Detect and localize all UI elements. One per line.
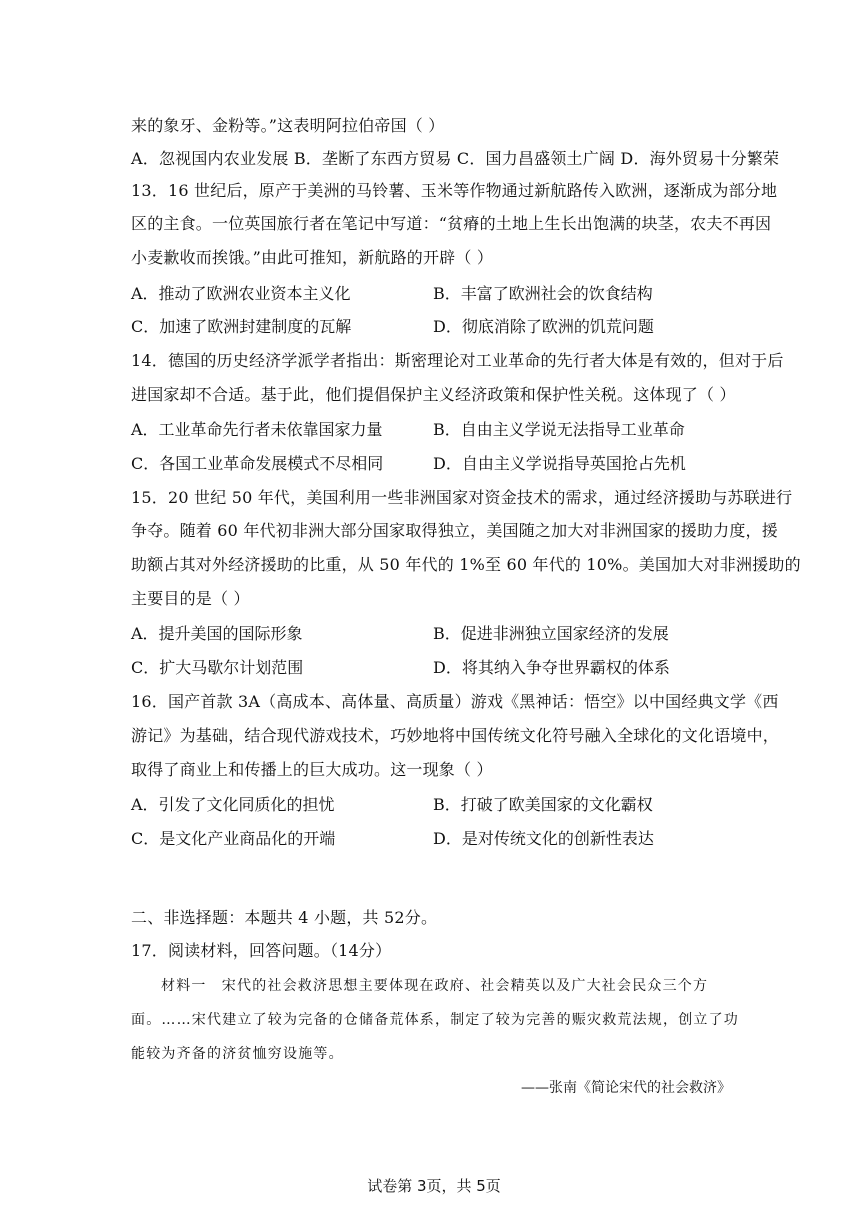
page-footer: 试卷第 3页，共 5页 xyxy=(367,1177,501,1195)
q16-option-d: D．是对传统文化的创新性表达 xyxy=(433,829,654,848)
q16-option-c: C．是文化产业商品化的开端 xyxy=(131,829,336,848)
q14-option-d: D．自由主义学说指导英国抢占先机 xyxy=(433,454,686,473)
q13-option-b: B．丰富了欧洲社会的饮食结构 xyxy=(433,284,653,303)
q15-stem-line3: 助额占其对外经济援助的比重，从 50 年代的 1%至 60 年代的 10%。美国加大对非洲援助的 xyxy=(131,555,801,574)
q12-stem-end: 来的象牙、金粉等。”这表明阿拉伯帝国（ ） xyxy=(131,116,445,135)
q15-stem-line4: 主要目的是（ ） xyxy=(131,589,250,608)
q14-stem-line2: 进国家却不合适。基于此，他们提倡保护主义经济政策和保护性关税。这体现了（ ） xyxy=(131,385,736,404)
q13-option-c: C．加速了欧洲封建制度的瓦解 xyxy=(131,317,352,336)
q14-stem-line1: 14．德国的历史经济学派学者指出：斯密理论对工业革命的先行者大体是有效的，但对于后 xyxy=(131,351,784,370)
q14-option-b: B．自由主义学说无法指导工业革命 xyxy=(433,420,685,439)
q13-stem-line3: 小麦歉收而挨饿。”由此可推知，新航路的开辟（ ） xyxy=(131,248,494,267)
q14-option-c: C．各国工业革命发展模式不尽相同 xyxy=(131,454,384,473)
q15-option-a: A．提升美国的国际形象 xyxy=(131,624,303,643)
material-1-line3: 能较为齐备的济贫恤穷设施等。 xyxy=(131,1046,344,1062)
q16-option-b: B．打破了欧美国家的文化霸权 xyxy=(433,795,653,814)
q16-stem-line3: 取得了商业上和传播上的巨大成功。这一现象（ ） xyxy=(131,760,493,779)
q13-option-d: D．彻底消除了欧洲的饥荒问题 xyxy=(433,317,654,336)
q13-stem-line1: 13．16 世纪后，原产于美洲的马铃薯、玉米等作物通过新航路传入欧洲，逐渐成为部分地 xyxy=(131,181,778,200)
q12-options: A．忽视国内农业发展 B．垄断了东西方贸易 C．国力昌盛领土广阔 D．海外贸易十分繁荣 xyxy=(131,149,780,168)
material-1-source: ——张南《简论宋代的社会救济》 xyxy=(521,1080,731,1096)
q16-stem-line1: 16．国产首款 3A（高成本、高体量、高质量）游戏《黑神话：悟空》以中国经典文学《西 xyxy=(131,692,779,711)
q17-stem: 17．阅读材料，回答问题。（14分） xyxy=(131,941,392,960)
q13-stem-line2: 区的主食。一位英国旅行者在笔记中写道：“贫瘠的土地上生长出饱满的块茎，农夫不再因 xyxy=(131,214,772,233)
q15-option-b: B．促进非洲独立国家经济的发展 xyxy=(433,624,669,643)
q15-stem-line2: 争夺。随着 60 年代初非洲大部分国家取得独立，美国随之加大对非洲国家的援助力度，援 xyxy=(131,521,778,540)
q15-option-c: C．扩大马歇尔计划范围 xyxy=(131,658,304,677)
q14-option-a: A．工业革命先行者未依靠国家力量 xyxy=(131,420,383,439)
material-1-line1: 材料一 宋代的社会救济思想主要体现在政府、社会精英以及广大社会民众三个方 xyxy=(161,978,709,994)
q15-stem-line1: 15．20 世纪 50 年代，美国利用一些非洲国家对资金技术的需求，通过经济援助与苏联进行 xyxy=(131,488,793,507)
q16-stem-line2: 游记》为基础，结合现代游戏技术，巧妙地将中国传统文化符号融入全球化的文化语境中， xyxy=(131,726,780,745)
q16-option-a: A．引发了文化同质化的担忧 xyxy=(131,795,335,814)
q15-option-d: D．将其纳入争夺世界霸权的体系 xyxy=(433,658,670,677)
q13-option-a: A．推动了欧洲农业资本主义化 xyxy=(131,284,351,303)
material-1-line2: 面。……宋代建立了较为完备的仓储备荒体系，制定了较为完善的赈灾救荒法规，创立了功 xyxy=(131,1012,739,1028)
section-2-heading: 二、非选择题：本题共 4 小题，共 52分。 xyxy=(131,908,438,927)
